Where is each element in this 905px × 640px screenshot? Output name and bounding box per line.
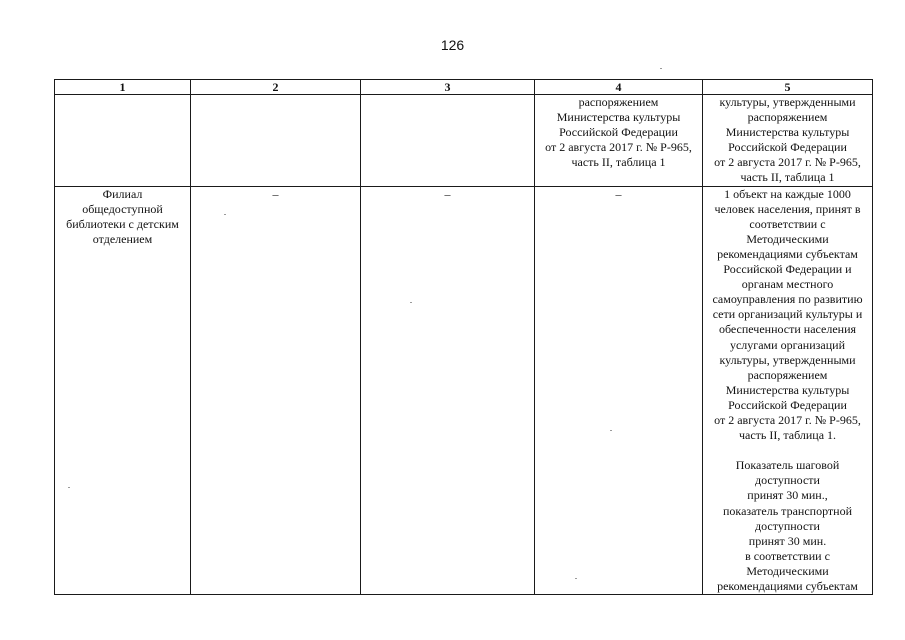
scan-speck [68, 487, 70, 488]
table-cell [191, 95, 361, 187]
table-row [55, 95, 873, 187]
scan-speck [575, 578, 577, 579]
table-cell: – [191, 186, 361, 595]
document-table [54, 79, 873, 595]
column-header-3: 3 [361, 80, 535, 95]
scan-speck [660, 68, 662, 69]
table-cell [55, 95, 191, 187]
column-header-2: 2 [191, 80, 361, 95]
table-cell: культуры, утвержденными распоряжением Министерства культуры Российской Федерации от 2 августа 2017 г. № Р-965, часть II, таблица 1 [703, 95, 873, 187]
column-header-4: 4 [535, 80, 703, 95]
table-cell: – [361, 186, 535, 595]
table-cell: распоряжением Министерства культуры Российской Федерации от 2 августа 2017 г. № Р-965, часть II, таблица 1 [535, 95, 703, 187]
scan-speck [610, 430, 612, 431]
page-number: 126 [440, 37, 465, 53]
table-cell: 1 объект на каждые 1000 человек населения, принят в соответствии с Методическими рекомендациями субъектам Российской Федерации и органам местного самоуправления по развитию сети организаций культуры и обеспеченности населения услугами организаций культуры, утвержденными распоряжением Министерства культуры Российской Федерации от 2 августа 2017 г. № Р-965, часть II, таблица 1. Показатель шаговой доступности принят 30 мин., показатель транспортной доступности принят 30 мин. в соответствии с Методическими рекомендациями субъектам [703, 186, 873, 595]
scan-speck [410, 302, 412, 303]
column-header-1: 1 [55, 80, 191, 95]
column-header-5: 5 [703, 80, 873, 95]
scan-speck [224, 214, 226, 215]
table-header-row [55, 80, 873, 95]
table-cell: – [535, 186, 703, 595]
table-cell: Филиал общедоступной библиотеки с детским отделением [55, 186, 191, 595]
table-cell [361, 95, 535, 187]
table-row [55, 186, 873, 595]
